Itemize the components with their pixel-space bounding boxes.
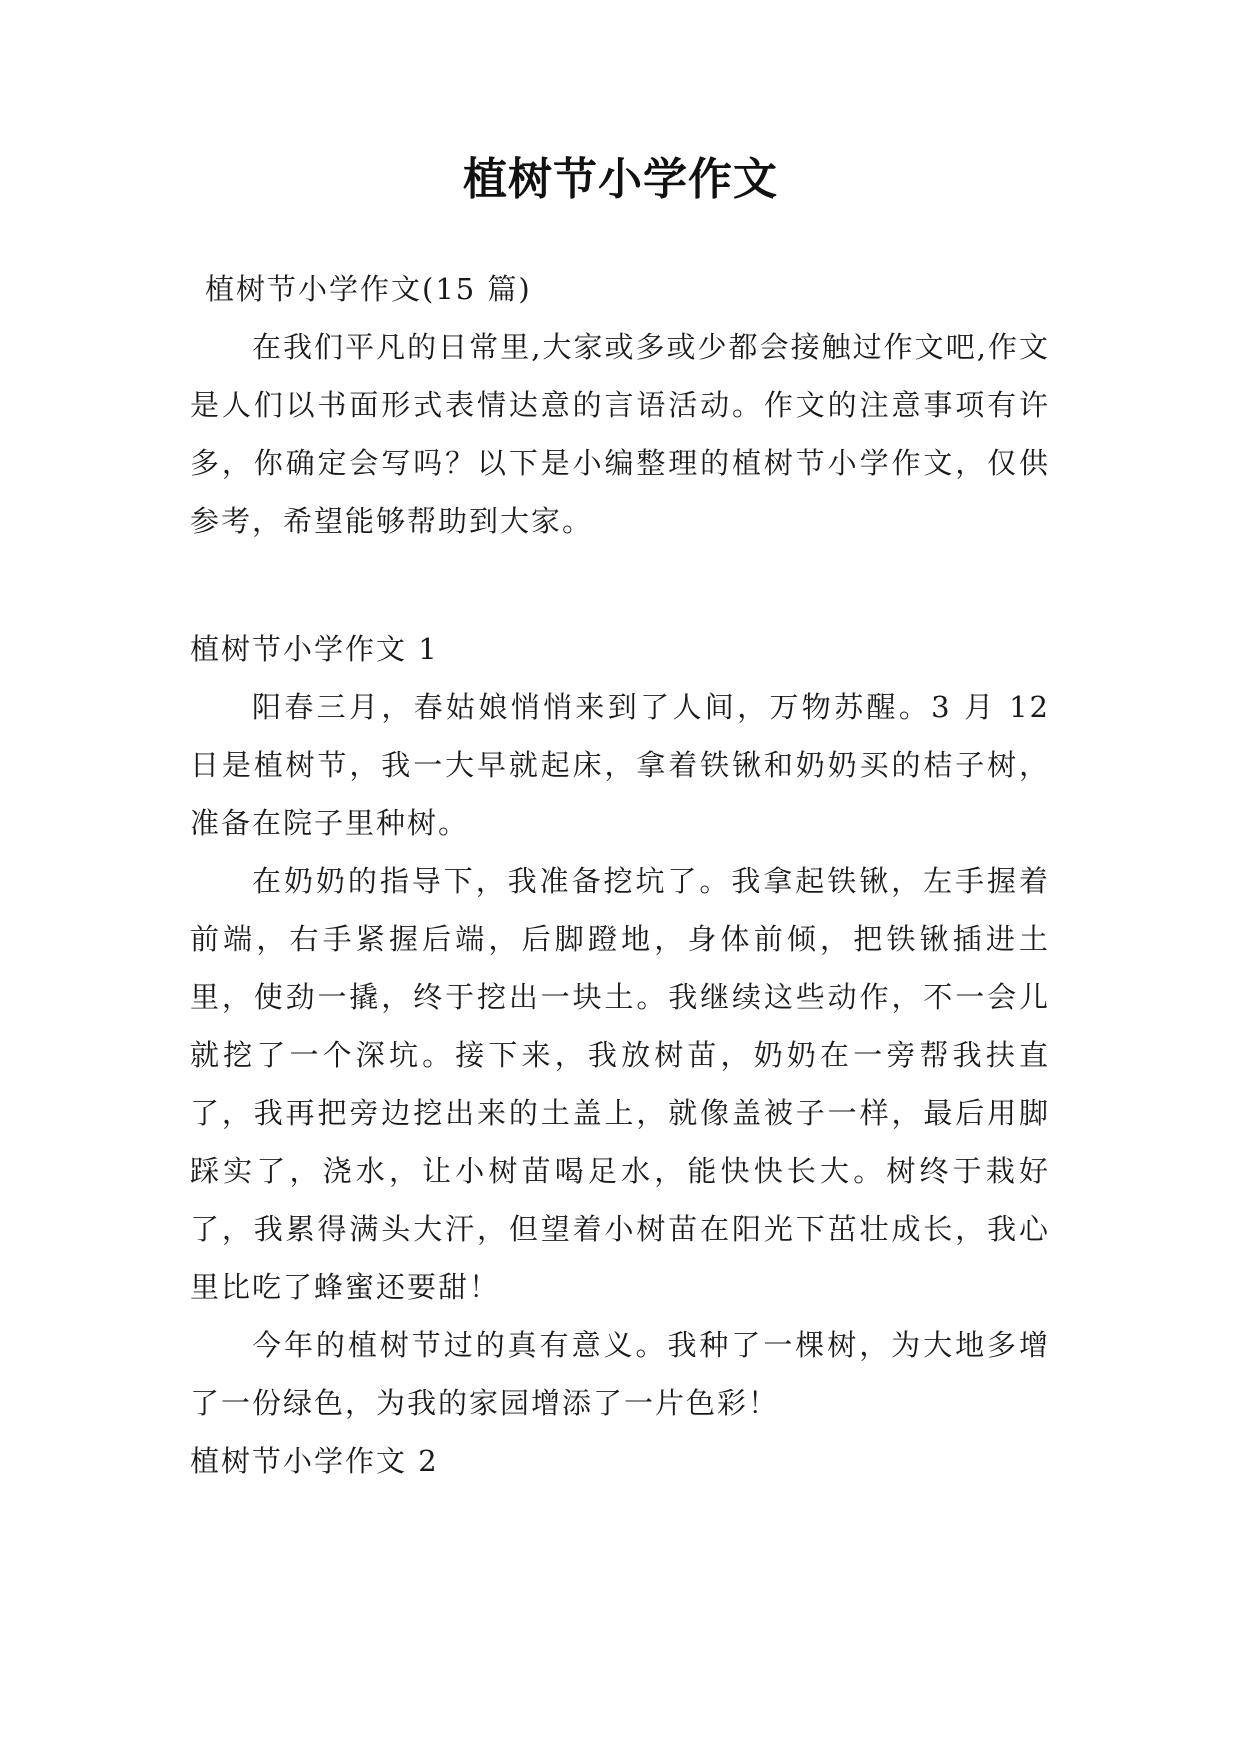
section-1-paragraph-2: 在奶奶的指导下，我准备挖坑了。我拿起铁锹，左手握着前端，右手紧握后端，后脚蹬地，身体前倾，把铁锹插进土里，使劲一撬，终于挖出一块土。我继续这些动作，不一会儿就挖了一个深坑。接下来，我放树苗，奶奶在一旁帮我扶直了，我再把旁边挖出来的土盖上，就像盖被子一样，最后用脚踩实了，浇水，让小树苗喝足水，能快快长大。树终于栽好了，我累得满头大汗，但望着小树苗在阳光下茁壮成长，我心里比吃了蜂蜜还要甜！ [190,864,1050,1304]
document-subtitle: 植树节小学作文(15 篇) [205,272,532,306]
intro-paragraph: 在我们平凡的日常里,大家或多或少都会接触过作文吧,作文是人们以书面形式表情达意的言语活动。作文的注意事项有许多，你确定会写吗？以下是小编整理的植树节小学作文，仅供参考，希望能够帮助到大家。 [190,330,1050,538]
section-heading-1: 植树节小学作文 1 [190,632,439,666]
section-1-paragraph-1: 阳春三月，春姑娘悄悄来到了人间，万物苏醒。3 月 12 日是植树节，我一大早就起床，拿着铁锹和奶奶买的桔子树，准备在院子里种树。 [190,690,1050,840]
section-1-paragraph-3: 今年的植树节过的真有意义。我种了一棵树，为大地多增了一份绿色，为我的家园增添了一片色彩！ [190,1328,1050,1420]
document-title: 植树节小学作文 [463,154,778,205]
section-heading-2: 植树节小学作文 2 [190,1444,439,1478]
